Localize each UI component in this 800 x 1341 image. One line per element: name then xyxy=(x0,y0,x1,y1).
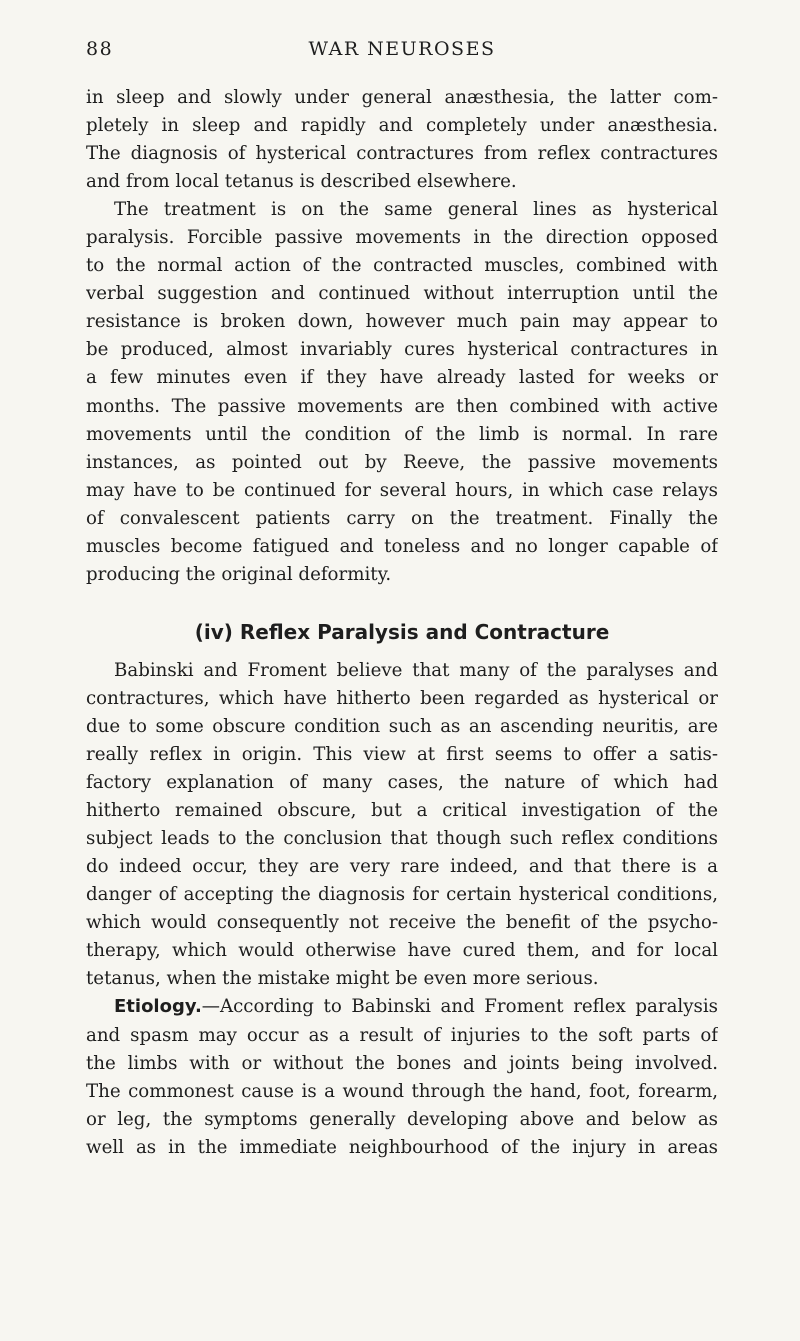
text-line: tetanus, when the mistake might be even more serious. xyxy=(86,968,599,990)
text-line: producing the original deformity. xyxy=(86,563,392,585)
text-line: months. The passive movements are then combined with active xyxy=(86,395,718,417)
text-line: verbal suggestion and continued without interruption until the xyxy=(86,283,718,305)
text-line: muscles become fatigued and toneless and no longer capable of xyxy=(86,535,718,557)
text-line: be produced, almost invariably cures hysterical contractures in xyxy=(86,339,718,361)
paragraph-etiology xyxy=(86,993,718,1161)
section-heading: (iv) Reflex Paralysis and Contracture xyxy=(194,619,610,644)
text-line xyxy=(86,993,718,1021)
text-line: in sleep and slowly under general anæsthesia, the latter com- xyxy=(86,87,718,108)
text-line: which would consequently not receive the benefit of the psycho- xyxy=(86,912,718,934)
text-line: therapy, which would otherwise have cured them, and for local xyxy=(86,940,718,962)
paragraph-reflex xyxy=(86,657,718,994)
text-line: and spasm may occur as a result of injuries to the soft parts of xyxy=(86,1024,718,1046)
text-line: of convalescent patients carry on the treatment. Finally the xyxy=(86,507,718,529)
text-line: The commonest cause is a wound through the hand, foot, forearm, xyxy=(86,1080,718,1102)
etiology-run-in-heading: Etiology. xyxy=(114,996,202,1018)
text-line: may have to be continued for several hours, in which case relays xyxy=(86,479,718,501)
text-line: really reflex in origin. This view at first seems to offer a satis- xyxy=(86,744,718,766)
text-line: The diagnosis of hysterical contractures from reflex contractures xyxy=(86,143,718,165)
running-title: WAR NEUROSES xyxy=(308,38,496,60)
text-line: well as in the immediate neighbourhood of the injury in areas xyxy=(86,1136,718,1158)
text-line: due to some obscure condition such as an ascending neuritis, are xyxy=(86,715,718,737)
text-line: the limbs with or without the bones and joints being involved. xyxy=(86,1052,718,1074)
text-line: pletely in sleep and rapidly and completely under anæsthesia. xyxy=(86,115,718,137)
text-line: Babinski and Froment believe that many of the paralyses and xyxy=(114,659,718,681)
etiology-first-line-text: —According to Babinski and Froment reflex paralysis xyxy=(201,996,718,1018)
text-line: contractures, which have hitherto been regarded as hysterical or xyxy=(86,687,718,709)
text-line: paralysis. Forcible passive movements in the direction opposed xyxy=(86,227,718,249)
text-line: to the normal action of the contracted muscles, combined with xyxy=(86,255,718,277)
body-text xyxy=(86,84,718,1162)
text-line: factory explanation of many cases, the nature of which had xyxy=(86,772,718,794)
text-line: instances, as pointed out by Reeve, the passive movements xyxy=(86,451,718,473)
text-line: do indeed occur, they are very rare indeed, and that there is a xyxy=(86,856,718,878)
text-line: or leg, the symptoms generally developing above and below as xyxy=(86,1108,718,1130)
paragraph-continuation xyxy=(86,84,718,196)
text-line: a few minutes even if they have already lasted for weeks or xyxy=(86,367,718,389)
text-line: movements until the condition of the limb is normal. In rare xyxy=(86,423,718,445)
page-number: 88 xyxy=(86,38,114,60)
text-line: subject leads to the conclusion that though such reflex conditions xyxy=(86,828,718,850)
text-line: resistance is broken down, however much pain may appear to xyxy=(86,311,718,333)
paragraph-treatment xyxy=(86,196,718,589)
text-line: hitherto remained obscure, but a critical investigation of the xyxy=(86,800,718,822)
page-header xyxy=(86,38,718,68)
text-line: and from local tetanus is described elsewhere. xyxy=(86,171,517,193)
text-line: The treatment is on the same general lines as hysterical xyxy=(114,199,718,221)
text-line: danger of accepting the diagnosis for certain hysterical conditions, xyxy=(86,884,718,906)
